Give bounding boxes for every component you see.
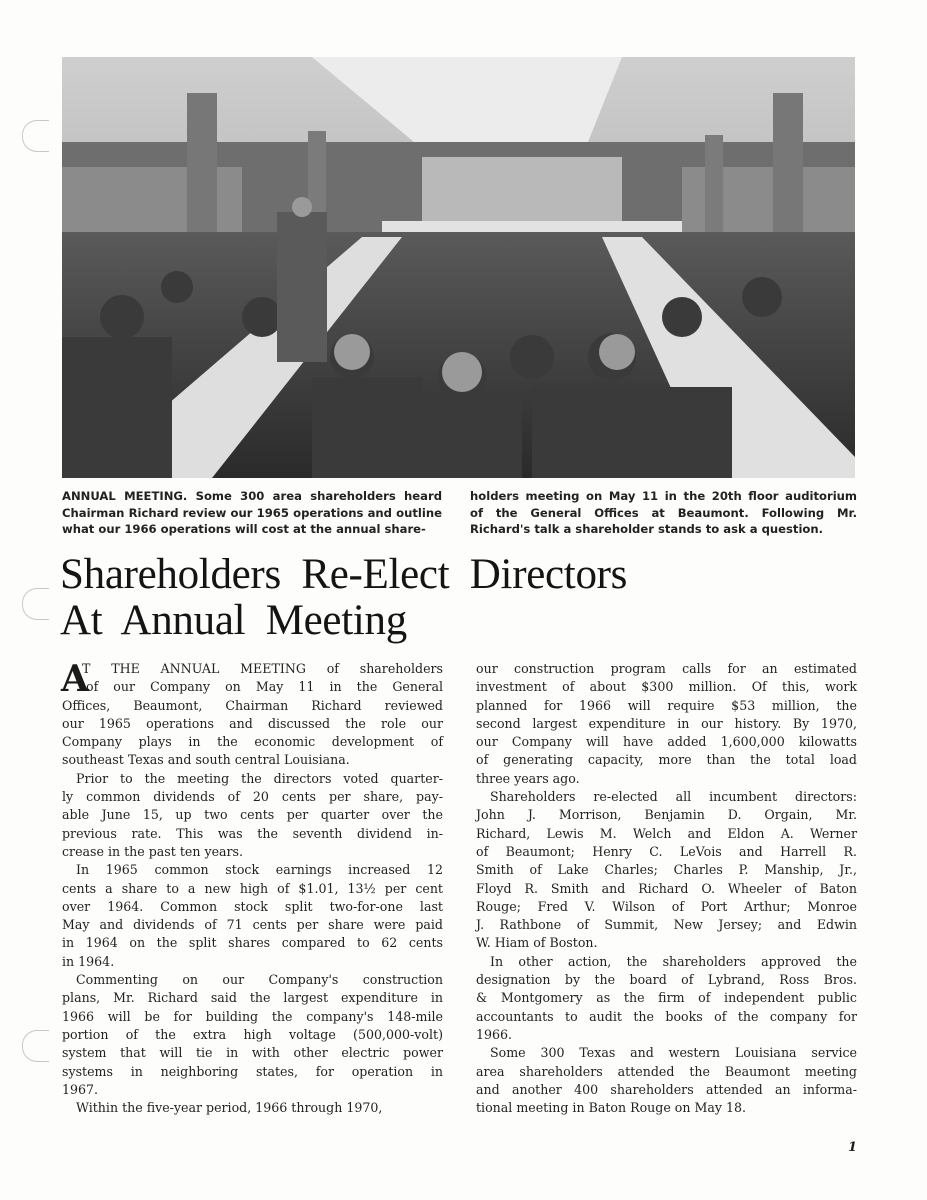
page-number: 1 (848, 1140, 858, 1155)
text-line: over 1964. Common stock split two-for-one last (62, 898, 443, 914)
text-line: holders meeting on May 11 in the 20th floor auditorium (470, 489, 857, 503)
paragraph (62, 971, 443, 1099)
text-line: Richard, Lewis M. Welch and Eldon A. Werner (476, 825, 857, 841)
text-line: Floyd R. Smith and Richard O. Wheeler of Baton (476, 880, 857, 896)
text-line: in 1964. (62, 953, 115, 969)
meeting-photo (62, 57, 855, 478)
text-line: Smith of Lake Charles; Charles P. Manship, Jr., (476, 862, 857, 878)
text-line: & Montgomery as the firm of independent public (476, 990, 857, 1006)
text-line: ly common dividends of 20 cents per share, pay- (62, 789, 443, 805)
text-line: Company plays in the economic development of (62, 734, 443, 750)
binder-hole (22, 588, 49, 620)
text-line: of Beaumont; Henry C. LeVois and Harrell R. (476, 843, 857, 859)
text-line: plans, Mr. Richard said the largest expenditure in (62, 990, 443, 1006)
text-line: In 1965 common stock earnings increased 12 (76, 862, 443, 878)
binder-hole (22, 120, 49, 152)
paragraph (476, 953, 857, 1044)
text-line: Shareholders re-elected all incumbent directors: (490, 789, 857, 805)
headline-line-1: Shareholders Re-Elect Directors (60, 551, 628, 598)
paragraph (62, 770, 443, 861)
paragraph (62, 861, 443, 971)
headline-line-2: At Annual Meeting (60, 597, 407, 644)
text-line: our 1965 operations and discussed the role our (62, 715, 443, 731)
text-line: investment of about $300 million. Of this, work (476, 679, 857, 695)
text-line: John J. Morrison, Benjamin D. Orgain, Mr. (476, 807, 857, 823)
text-line: and another 400 shareholders attended an informa- (476, 1081, 857, 1097)
text-line: of the General Offices at Beaumont. Following Mr. (470, 505, 857, 520)
text-line: southeast Texas and south central Louisiana. (62, 752, 350, 768)
text-line: Some 300 Texas and western Louisiana service (490, 1045, 857, 1061)
text-line: in 1964 on the split shares compared to 62 cents (62, 935, 443, 951)
text-line: Prior to the meeting the directors voted quarter- (76, 770, 443, 786)
text-line: May and dividends of 71 cents per share were paid (62, 917, 443, 933)
paragraph (476, 788, 857, 953)
article-column-left (62, 660, 443, 1117)
photo-caption-left (62, 488, 442, 538)
text-line: designation by the board of Lybrand, Ross Bros. (476, 972, 857, 988)
text-line: Offices, Beaumont, Chairman Richard reviewed (62, 697, 443, 713)
text-line: our Company will have added 1,600,000 kilowatts (476, 734, 857, 750)
text-line: Chairman Richard review our 1965 operations and outline (62, 505, 442, 520)
text-line: systems in neighboring states, for operation in (62, 1063, 443, 1079)
paragraph (476, 1044, 857, 1117)
article-column-right (476, 660, 857, 1117)
text-line: able June 15, up two cents per quarter over the (62, 807, 443, 823)
text-line: ANNUAL MEETING. Some 300 area shareholders heard (62, 489, 442, 503)
paragraph (62, 660, 443, 770)
drop-cap: A (61, 658, 89, 700)
text-line: second largest expenditure in our history. By 1970, (476, 715, 857, 731)
text-line: system that will tie in with other electric power (62, 1045, 443, 1061)
text-line: 1967. (62, 1081, 99, 1097)
text-line: W. Hiam of Boston. (476, 935, 598, 951)
text-line: planned for 1966 will require $53 million, the (476, 697, 857, 713)
paragraph (476, 660, 857, 788)
photo-caption-right (470, 488, 857, 538)
text-line: Richard's talk a shareholder stands to ask a question. (470, 522, 824, 537)
text-line: of our Company on May 11 in the General (86, 679, 443, 695)
binder-hole (22, 1030, 49, 1062)
article-headline (60, 552, 627, 644)
text-line: J. Rathbone of Summit, New Jersey; and Edwin (476, 917, 857, 933)
text-line: of generating capacity, more than the total load (476, 752, 857, 768)
text-line: three years ago. (476, 770, 580, 786)
text-line: our construction program calls for an estimated (476, 661, 857, 676)
text-line: previous rate. This was the seventh dividend in- (62, 825, 443, 841)
text-line: Rouge; Fred V. Wilson of Port Arthur; Monroe (476, 898, 857, 914)
text-line: tional meeting in Baton Rouge on May 18. (476, 1100, 747, 1116)
paragraph (62, 1099, 443, 1117)
text-line: 1966. (476, 1026, 513, 1042)
text-line: portion of the extra high voltage (500,000-volt) (62, 1026, 443, 1042)
text-line: what our 1966 operations will cost at the annual share- (62, 522, 426, 537)
text-line: cents a share to a new high of $1.01, 13½ per cent (62, 880, 443, 896)
text-line: T THE ANNUAL MEETING of shareholders (82, 661, 443, 676)
text-line: Within the five-year period, 1966 through 1970, (76, 1100, 383, 1116)
text-line: crease in the past ten years. (62, 843, 244, 859)
text-line: In other action, the shareholders approved the (490, 953, 857, 969)
text-line: accountants to audit the books of the company for (476, 1008, 857, 1024)
text-line: area shareholders attended the Beaumont meeting (476, 1063, 857, 1079)
text-line: 1966 will be for building the company's 148-mile (62, 1008, 443, 1024)
text-line: Commenting on our Company's construction (76, 972, 443, 988)
